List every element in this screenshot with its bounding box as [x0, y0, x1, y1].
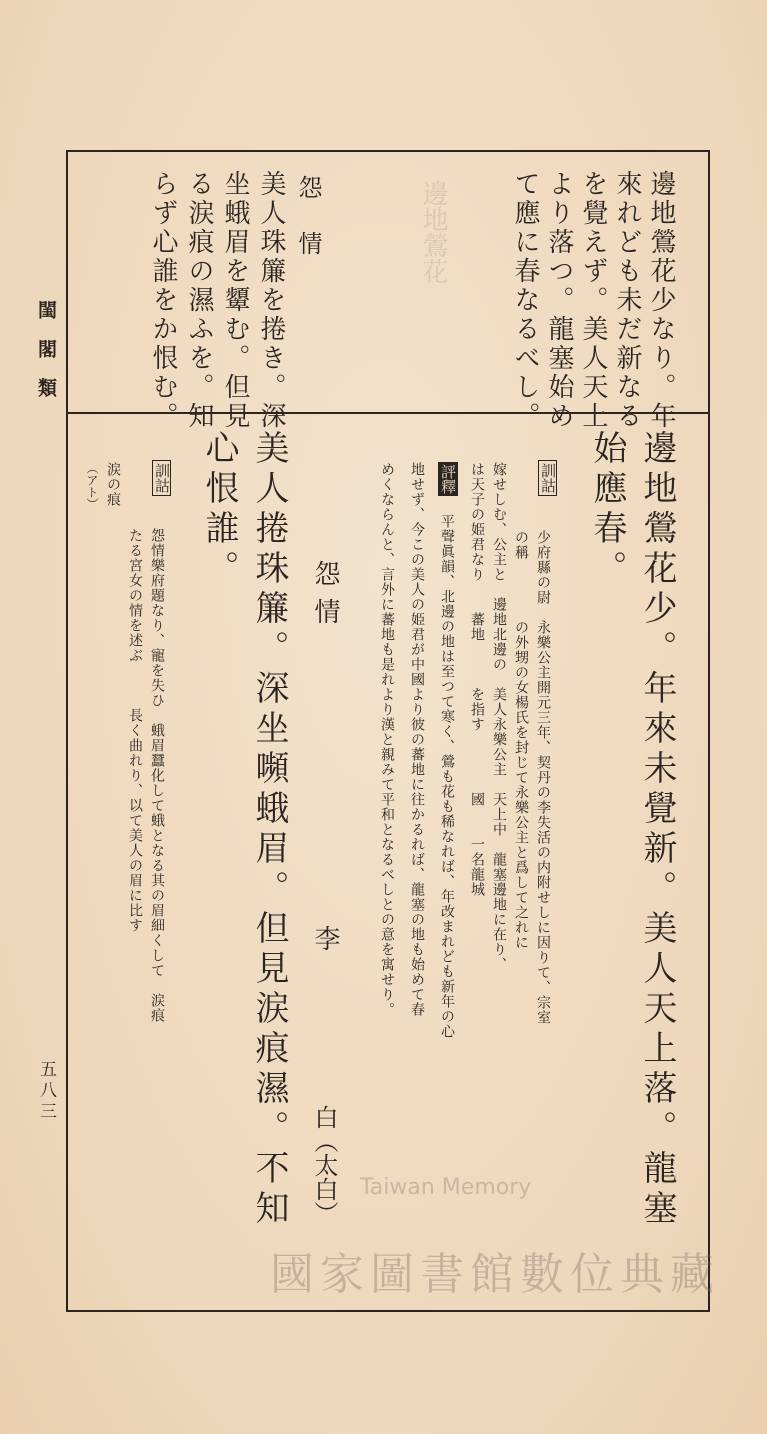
annotation1-col4: は天子の姫君なり 蕃地 を指す 國 一名龍城 — [469, 462, 485, 897]
annotation1-tag-label: 訓詁 — [538, 460, 557, 496]
upper-col-4: より落つ。龍塞始め — [544, 170, 574, 431]
annotation1-col3: 嫁せしむ、公主と 邊地北邊の 美人永樂公主 天上中 龍塞邊地に在り、 — [491, 462, 507, 972]
watermark-subtext: Taiwan Memory — [360, 1175, 532, 1200]
annotation2-col3a: 涙の痕 — [105, 462, 121, 507]
commentary-tag — [440, 462, 456, 496]
commentary-col3: めくならんと、言外に蕃地も是れより漢と親みて平和となるべしとの意を寓せり。 — [379, 462, 395, 1017]
upper-col-1: 邊地鶯花少なり。年 — [646, 170, 676, 431]
page-number: 五八三 — [36, 1060, 56, 1123]
poem2-title: 怨情 — [310, 560, 340, 636]
poem2-line2: 心恨誰。 — [199, 430, 239, 590]
upper-col-6: 美人珠簾を捲き。深 — [256, 170, 286, 431]
annotation2-tag — [152, 460, 171, 496]
upper-col-9: らず心誰をか恨む。 — [148, 170, 178, 431]
annotation2-col3b: （アト） — [85, 462, 99, 510]
poem2-author-name: 白（太白） — [310, 1105, 338, 1225]
poem2-line1: 美人捲珠簾。深坐嚬蛾眉。但見涙痕濕。不知 — [249, 430, 289, 1230]
upper-col-7: 坐蛾眉を顰む。但見 — [220, 170, 250, 431]
upper-col-5: て應に春なるべし。 — [510, 170, 540, 431]
upper-col-3: を覺えず。美人天上 — [578, 170, 608, 431]
upper-col-8: る涙痕の濕ふを。知 — [184, 170, 214, 431]
poem1-line1: 邊地鶯花少。年來未覺新。美人天上落。龍塞 — [637, 430, 677, 1230]
commentary-col1: 平聲眞韻、北邊の地は至つて寒く、鶯も花も稀なれば、年改まれども新年の心 — [439, 514, 455, 1039]
annotation2-col1: 怨情樂府題なり、寵を失ひ 蛾眉蠶化して蛾となる其の眉細くして 涙痕 — [149, 528, 165, 1023]
annotation1-col1: 少府縣の尉 永樂公主開元三年、契丹の李失活の内附せしに因りて、宗室 — [535, 530, 551, 1025]
annotation1-tag — [538, 460, 557, 496]
annotation2-col2: たる宮女の情を述ぶ 長く曲れり、以て美人の眉に比す — [127, 528, 143, 933]
commentary-tag-label: 評釋 — [439, 464, 457, 494]
commentary-col2: 地せず、今この美人の姫君が中國より彼の蕃地に往かるれば、龍塞の地も始めて春 — [409, 462, 425, 1017]
bleed-through-text: 邊地鶯花 — [418, 180, 448, 284]
annotation2-tag-label: 訓詁 — [152, 460, 171, 496]
upper-col-2: 來れども未だ新なる — [612, 170, 642, 431]
upper-title: 怨 情 — [294, 175, 322, 259]
poem2-author-surname: 李 — [310, 925, 340, 951]
watermark: 國家圖書館數位典藏 — [270, 1249, 720, 1300]
poem1-line2: 始應春。 — [587, 430, 627, 590]
annotation1-col2: の稱 の外甥の女楊氏を封じて永樂公主と爲して之れに — [513, 530, 529, 950]
category-header: 閨閣類 — [35, 300, 57, 417]
